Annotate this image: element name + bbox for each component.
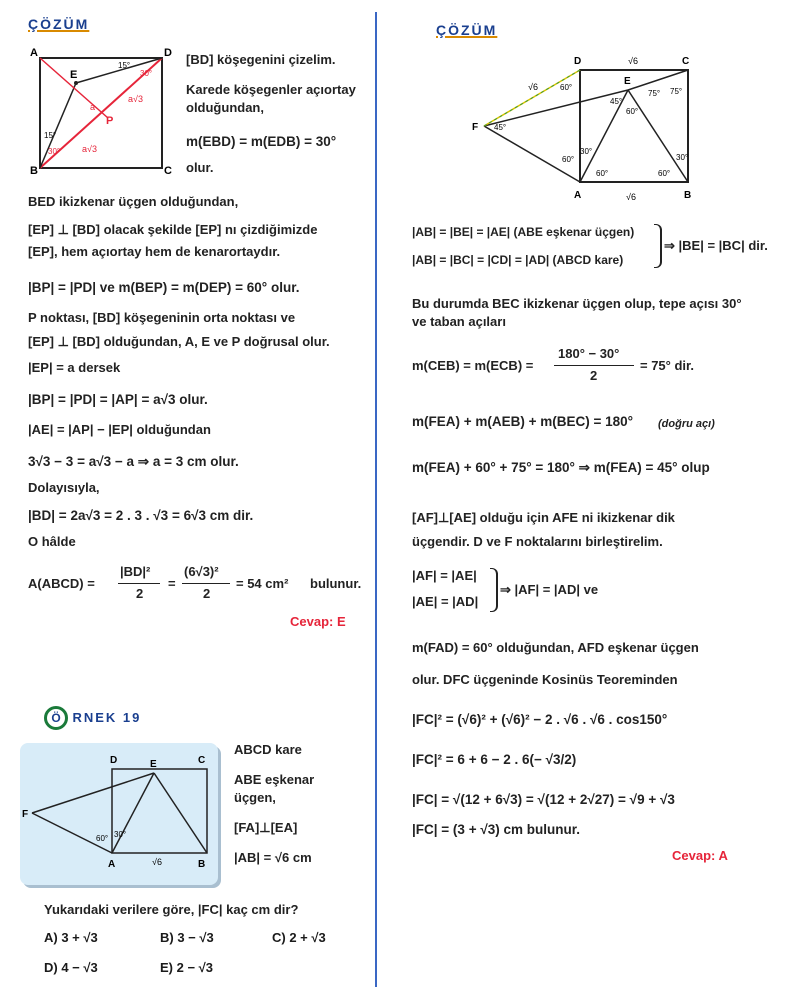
- label-a3: a√3: [128, 94, 143, 104]
- example-text-3: üçgen,: [234, 790, 276, 805]
- svg-text:C: C: [682, 56, 690, 67]
- right-line-3: [AF]⊥[AE] olduğu için AFE ni ikizkenar dik: [412, 510, 675, 525]
- svg-text:45°: 45°: [494, 123, 507, 132]
- label-P: P: [106, 115, 114, 127]
- label-C: C: [164, 165, 172, 176]
- example-text-4: [FA]⊥[EA]: [234, 820, 298, 835]
- brace-2: [490, 568, 498, 612]
- line-11: Dolayısıyla,: [28, 480, 100, 495]
- option-a[interactable]: A) 3 + √3: [44, 930, 98, 945]
- svg-text:√6: √6: [626, 192, 636, 202]
- svg-text:30°: 30°: [676, 153, 689, 162]
- svg-text:A: A: [108, 859, 116, 870]
- svg-text:60°: 60°: [96, 834, 109, 843]
- eq-sum-note: (doğru açı): [658, 418, 715, 430]
- option-c[interactable]: C) 2 + √3: [272, 930, 326, 945]
- line-12: |BD| = 2a√3 = 2 . 3 . √3 = 6√3 cm dir.: [28, 508, 254, 523]
- right-line-4: üçgendir. D ve F noktalarını birleştirelim.: [412, 534, 663, 549]
- line-3: [EP], hem açıortay hem de kenarortaydır.: [28, 244, 281, 259]
- right-line-2: ve taban açıları: [412, 314, 506, 329]
- solution-header-left: ÇÖZÜM: [28, 16, 90, 32]
- eq-sum: m(FEA) + m(AEB) + m(BEC) = 180°: [412, 414, 634, 429]
- svg-text:30°: 30°: [114, 830, 127, 839]
- eq-group2-2: |AE| = |AD|: [412, 594, 479, 609]
- label-15b: 15°: [44, 131, 57, 140]
- side-text-1: [BD] köşegenini çizelim.: [186, 52, 336, 67]
- svg-text:D: D: [574, 56, 582, 67]
- fraction-equation: m(CEB) = m(ECB) = 180° − 30° 2 = 75° dir.: [412, 346, 694, 383]
- svg-text:B: B: [684, 190, 692, 201]
- svg-text:E: E: [150, 759, 157, 770]
- column-divider: [375, 12, 377, 987]
- cos-line-3: |FC| = √(12 + 6√3) = √(12 + 2√27) = √9 + √3: [412, 792, 675, 807]
- svg-text:F: F: [472, 122, 479, 133]
- svg-text:60°: 60°: [562, 155, 575, 164]
- svg-text:45°: 45°: [610, 97, 623, 106]
- svg-text:60°: 60°: [596, 169, 609, 178]
- line-8: |BP| = |PD| = |AP| = a√3 olur.: [28, 392, 208, 407]
- svg-text:A: A: [574, 190, 582, 201]
- right-line-1: Bu durumda BEC ikizkenar üçgen olup, tepe açısı 30°: [412, 296, 742, 311]
- svg-text:75°: 75°: [670, 87, 683, 96]
- side-text-4: m(EBD) = m(EDB) = 30°: [186, 134, 337, 149]
- right-line-6: olur. DFC üçgeninde Kosinüs Teoreminden: [412, 672, 678, 687]
- example-text-2: ABE eşkenar: [234, 772, 315, 787]
- example-text-1: ABCD kare: [234, 742, 302, 757]
- line-1: BED ikizkenar üçgen olduğundan,: [28, 194, 239, 209]
- cos-line-4: |FC| = (3 + √3) cm bulunur.: [412, 822, 580, 837]
- label-B: B: [30, 165, 38, 176]
- svg-text:B: B: [198, 859, 206, 870]
- square-diagram-2: [462, 50, 712, 206]
- cos-line-2: |FC|² = 6 + 6 − 2 . 6(− √3/2): [412, 752, 577, 767]
- answer-left: Cevap: E: [290, 614, 346, 629]
- area-formula: A(ABCD) = |BD|² 2 = (6√3)² 2 = 54 cm² bulunur.: [28, 564, 362, 601]
- line-5: P noktası, [BD] köşegeninin orta noktası ve: [28, 310, 296, 325]
- eq-group1-result: ⇒ |BE| = |BC| dir.: [664, 238, 768, 253]
- side-text-3: olduğundan,: [186, 100, 264, 115]
- side-text-5: olur.: [186, 160, 214, 175]
- option-e[interactable]: E) 2 − √3: [160, 960, 214, 975]
- svg-text:C: C: [198, 755, 206, 766]
- right-line-5: m(FAD) = 60° olduğundan, AFD eşkenar üçgen: [412, 640, 699, 655]
- svg-text:60°: 60°: [658, 169, 671, 178]
- side-text-2: Karede köşegenler açıortay: [186, 82, 356, 97]
- line-9: |AE| = |AP| − |EP| olduğundan: [28, 422, 211, 437]
- eq-group2-result: ⇒ |AF| = |AD| ve: [500, 582, 599, 597]
- line-2: [EP] ⊥ [BD] olacak şekilde [EP] nı çizdiğimizde: [28, 222, 318, 237]
- svg-text:30°: 30°: [580, 147, 593, 156]
- svg-text:√6: √6: [152, 857, 162, 867]
- svg-text:60°: 60°: [560, 83, 573, 92]
- square-diagram-1: [30, 46, 180, 176]
- line-6: [EP] ⊥ [BD] olduğundan, A, E ve P doğrusal olur.: [28, 334, 330, 349]
- eq-fea: m(FEA) + 60° + 75° = 180° ⇒ m(FEA) = 45° olup: [412, 460, 710, 475]
- option-b[interactable]: B) 3 − √3: [160, 930, 214, 945]
- svg-text:D: D: [110, 755, 118, 766]
- line-10: 3√3 − 3 = a√3 − a ⇒ a = 3 cm olur.: [28, 454, 239, 469]
- line-4: |BP| = |PD| ve m(BEP) = m(DEP) = 60° olur.: [28, 280, 300, 295]
- svg-text:F: F: [22, 809, 29, 820]
- label-a: a: [90, 102, 96, 112]
- example-diagram: [20, 743, 218, 885]
- svg-text:75°: 75°: [648, 89, 661, 98]
- svg-text:√6: √6: [628, 56, 638, 66]
- label-a3b: a√3: [82, 144, 97, 154]
- example-letter: Ö: [44, 706, 68, 730]
- option-d[interactable]: D) 4 − √3: [44, 960, 98, 975]
- label-30a: 30°: [140, 69, 153, 78]
- eq-group1-2: |AB| = |BC| = |CD| = |AD| (ABCD kare): [412, 253, 624, 267]
- brace-1: [654, 224, 662, 268]
- label-A: A: [30, 47, 38, 59]
- svg-text:E: E: [624, 76, 631, 87]
- svg-text:60°: 60°: [626, 107, 639, 116]
- solution-header-right: ÇÖZÜM: [436, 22, 498, 38]
- svg-text:√6: √6: [528, 82, 538, 92]
- question: Yukarıdaki verilere göre, |FC| kaç cm dir?: [44, 902, 299, 917]
- example-title: Ö RNEK 19: [44, 706, 141, 730]
- example-text-5: |AB| = √6 cm: [234, 850, 312, 865]
- eq-group2-1: |AF| = |AE|: [412, 568, 477, 583]
- cos-line-1: |FC|² = (√6)² + (√6)² − 2 . √6 . √6 . cos150°: [412, 712, 668, 727]
- label-E: E: [70, 69, 78, 81]
- eq-group1-1: |AB| = |BE| = |AE| (ABE eşkenar üçgen): [412, 225, 635, 239]
- line-13: O hâlde: [28, 534, 76, 549]
- label-15a: 15°: [118, 61, 131, 70]
- answer-right: Cevap: A: [672, 848, 728, 863]
- line-7: |EP| = a dersek: [28, 360, 121, 375]
- label-D: D: [164, 47, 172, 59]
- label-30b: 30°: [48, 147, 61, 156]
